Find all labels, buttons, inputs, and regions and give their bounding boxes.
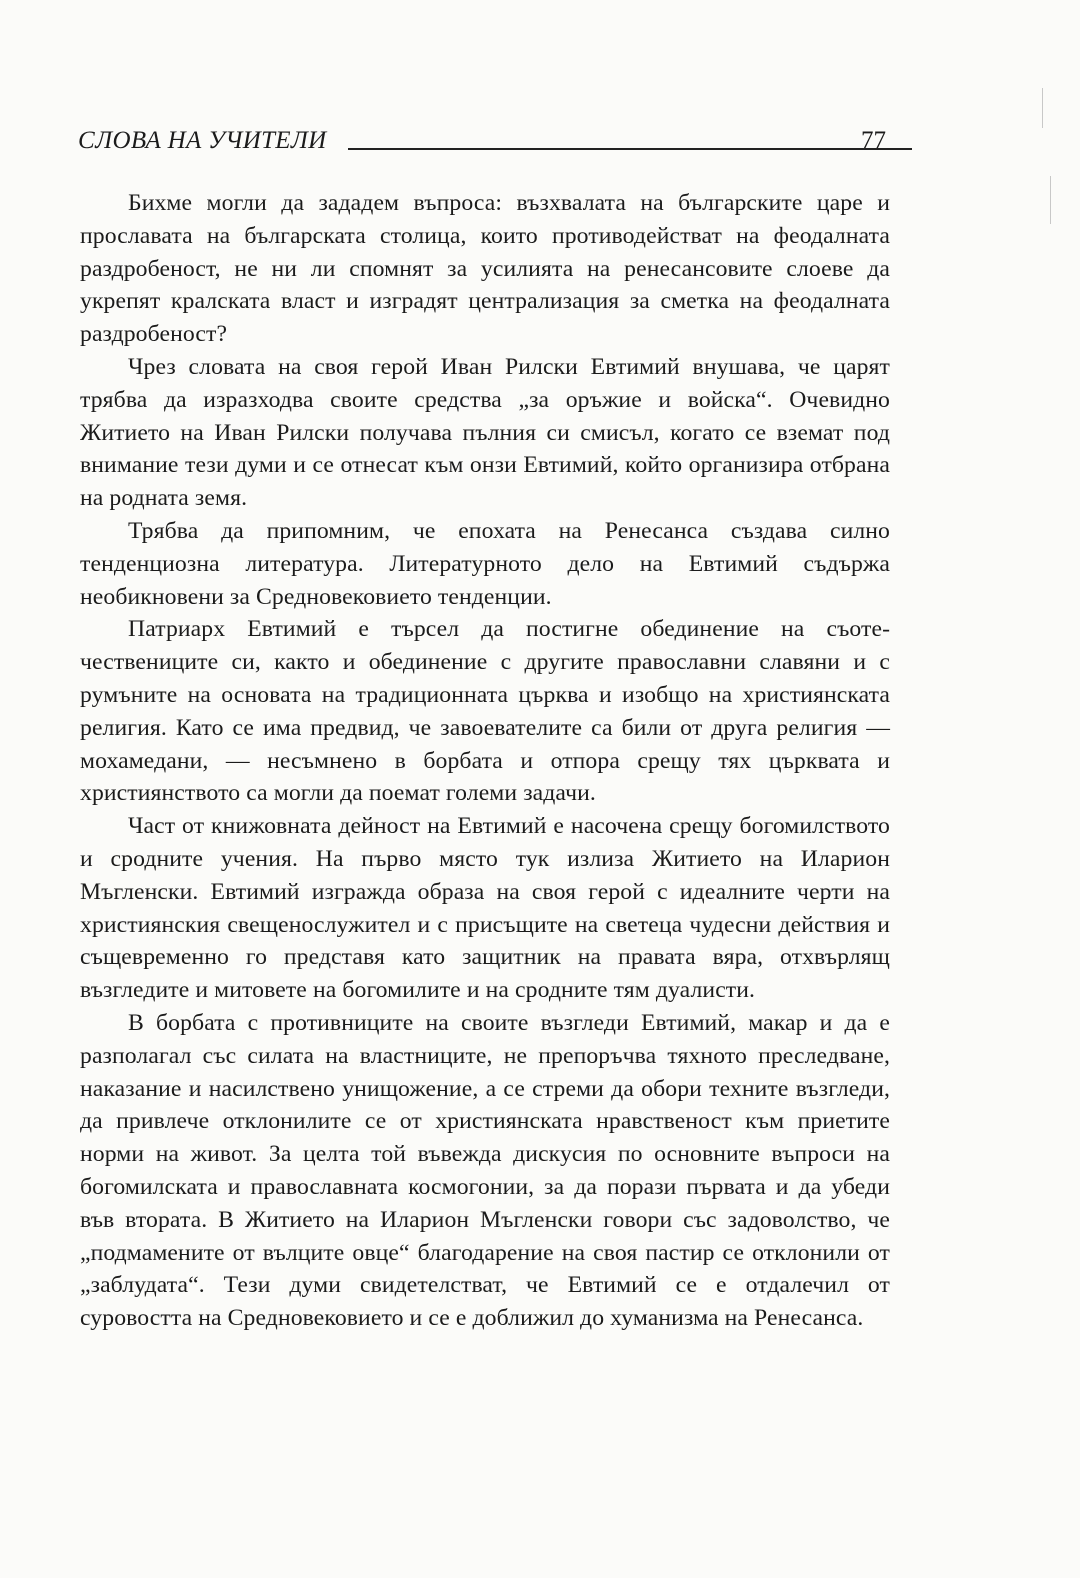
header-rule bbox=[348, 148, 912, 150]
running-head bbox=[78, 124, 890, 158]
body-text bbox=[80, 187, 890, 1335]
paragraph: Патриарх Евтимий е търсел да постигне обединение на съотечествениците си, както и обединение с другите православни славяни и с румъните на основата на традиционната църква и изобщо на християнската религия. Като се има предвид, че завоевателите са били от друга религия — мохамедани, — несъмнено в борбата и отпора срещу тях църквата и християнството са могли да поемат големи задачи. bbox=[80, 616, 890, 807]
paragraph: В борбата с противниците на своите възгледи Евтимий, макар и да е разполагал със силата на властниците, не препоръчва тяхното преследване, наказание и насилствено унищожение, а се стреми да обори техните възгледи, да привлече отклонилите се от християнската нравственост към приетите норми на живот. За целта той въвежда дискусия по основните въпроси на богомилската и православната космогонии, за да порази първата и да убеди във втората. В Житието на Иларион Мъгленски говори със задоволство, че „подмамените от вълците овце“ благодарение на своя пастир се отклонили от „заблудата“. Тези думи свидетелстват, че Евтимий се е отдалечил от суровостта на Средновековието и се е доближил до хуманизма на Ренесанса. bbox=[80, 1009, 890, 1332]
page-number: 77 bbox=[861, 127, 886, 154]
paragraph: Трябва да припомним, че епохата на Ренесанса създава силно тенденциозна литература. Литературното дело на Евтимий съдържа необикновени за Средновековието тенденции. bbox=[80, 517, 890, 610]
running-title: СЛОВА НА УЧИТЕЛИ bbox=[78, 127, 327, 154]
paragraph: Бихме могли да зададем въпроса: възхвалата на българските царе и прославата на българската столица, които противодействат на феодалната раздробеност, не ни ли спомнят за усилията на ренесансовите слоеве да укрепят кралската власт и изградят централизация за сметка на феодалната раздробеност? bbox=[80, 190, 890, 348]
scan-artifact bbox=[1042, 88, 1043, 128]
paragraph: Чрез словата на своя герой Иван Рилски Евтимий внушава, че царят трябва да изразходва своите средства „за оръжие и войска“. Очевидно Житието на Иван Рилски получава пълния си смисъл, когато се вземат под внимание тези думи и се отнесат към онзи Евтимий, който организира отбрана на родната земя. bbox=[80, 353, 890, 512]
paragraph: Част от книжовната дейност на Евтимий е насочена срещу богомилството и сродните учения. На първо място тук излиза Житието на Иларион Мъгленски. Евтимий изгражда образа на своя герой с идеалните черти на християнския свещенослужител и с присъщите на светеца чудесни действия и същевременно го представя като защитник на правата вяра, отхвърлящ възгледите и митовете на богомилите и на сродните тям дуалисти. bbox=[80, 813, 890, 1004]
scan-artifact bbox=[1050, 176, 1051, 224]
